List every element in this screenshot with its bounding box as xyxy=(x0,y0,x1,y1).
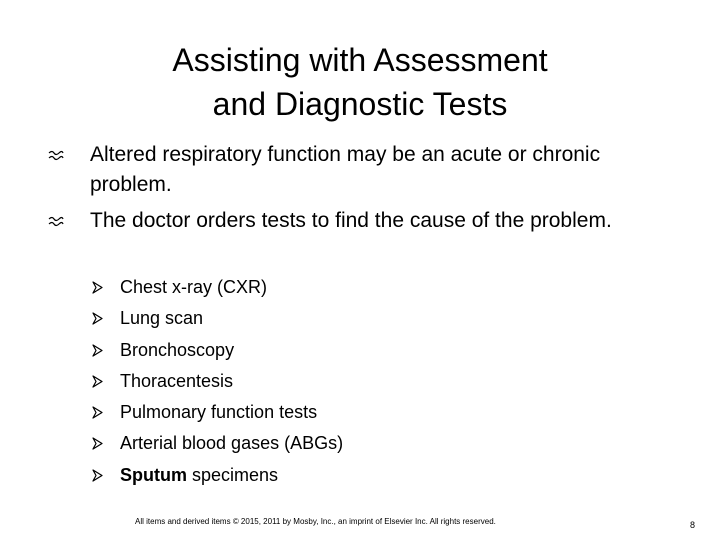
test-sub-list xyxy=(92,272,343,491)
sub-bullet-thoracentesis xyxy=(92,366,343,397)
arrow-bullet-icon xyxy=(92,406,103,419)
slide-title-line-1: Assisting with Assessment xyxy=(172,42,548,78)
slide-title xyxy=(60,38,660,126)
arrow-bullet-icon xyxy=(92,375,103,388)
wave-bullet-icon xyxy=(48,215,64,227)
sub-bullet-chest-xray xyxy=(92,272,343,303)
arrow-bullet-icon xyxy=(92,312,103,325)
sub-bullet-text: Bronchoscopy xyxy=(120,339,235,360)
sub-bullet-abgs xyxy=(92,428,343,459)
sub-bullet-text: Chest x-ray (CXR) xyxy=(120,277,268,297)
sub-bullet-text: Lung scan xyxy=(120,308,204,329)
sub-bullet-bold-term: Sputum xyxy=(120,464,187,485)
sub-bullet-sputum xyxy=(92,460,343,491)
main-bullet-1-text: Altered respiratory function may be an acute or chronic problem. xyxy=(90,143,601,196)
arrow-bullet-icon xyxy=(92,281,103,294)
sub-bullet-text: specimens xyxy=(187,464,279,485)
arrow-bullet-icon xyxy=(92,344,103,357)
arrow-bullet-icon xyxy=(92,469,103,482)
main-bullet-2-text: The doctor orders tests to find the cause of the problem. xyxy=(90,209,612,232)
page-number: 8 xyxy=(690,520,696,530)
main-bullet-list xyxy=(48,140,668,242)
main-bullet-2 xyxy=(48,206,668,236)
sub-bullet-text: Pulmonary function tests xyxy=(120,402,318,423)
slide-title-line-2: and Diagnostic Tests xyxy=(212,86,508,122)
copyright-footer: All items and derived items © 2015, 2011 by Mosby, Inc., an imprint of Elsevier Inc. All rights reserved. xyxy=(135,517,496,526)
sub-bullet-lung-scan xyxy=(92,303,343,334)
sub-bullet-bronchoscopy xyxy=(92,335,343,366)
sub-bullet-text: Thoracentesis xyxy=(120,370,234,391)
main-bullet-1 xyxy=(48,140,668,200)
arrow-bullet-icon xyxy=(92,437,103,450)
wave-bullet-icon xyxy=(48,149,64,161)
sub-bullet-pulmonary-function xyxy=(92,397,343,428)
sub-bullet-text: Arterial blood gases (ABGs) xyxy=(120,433,344,454)
